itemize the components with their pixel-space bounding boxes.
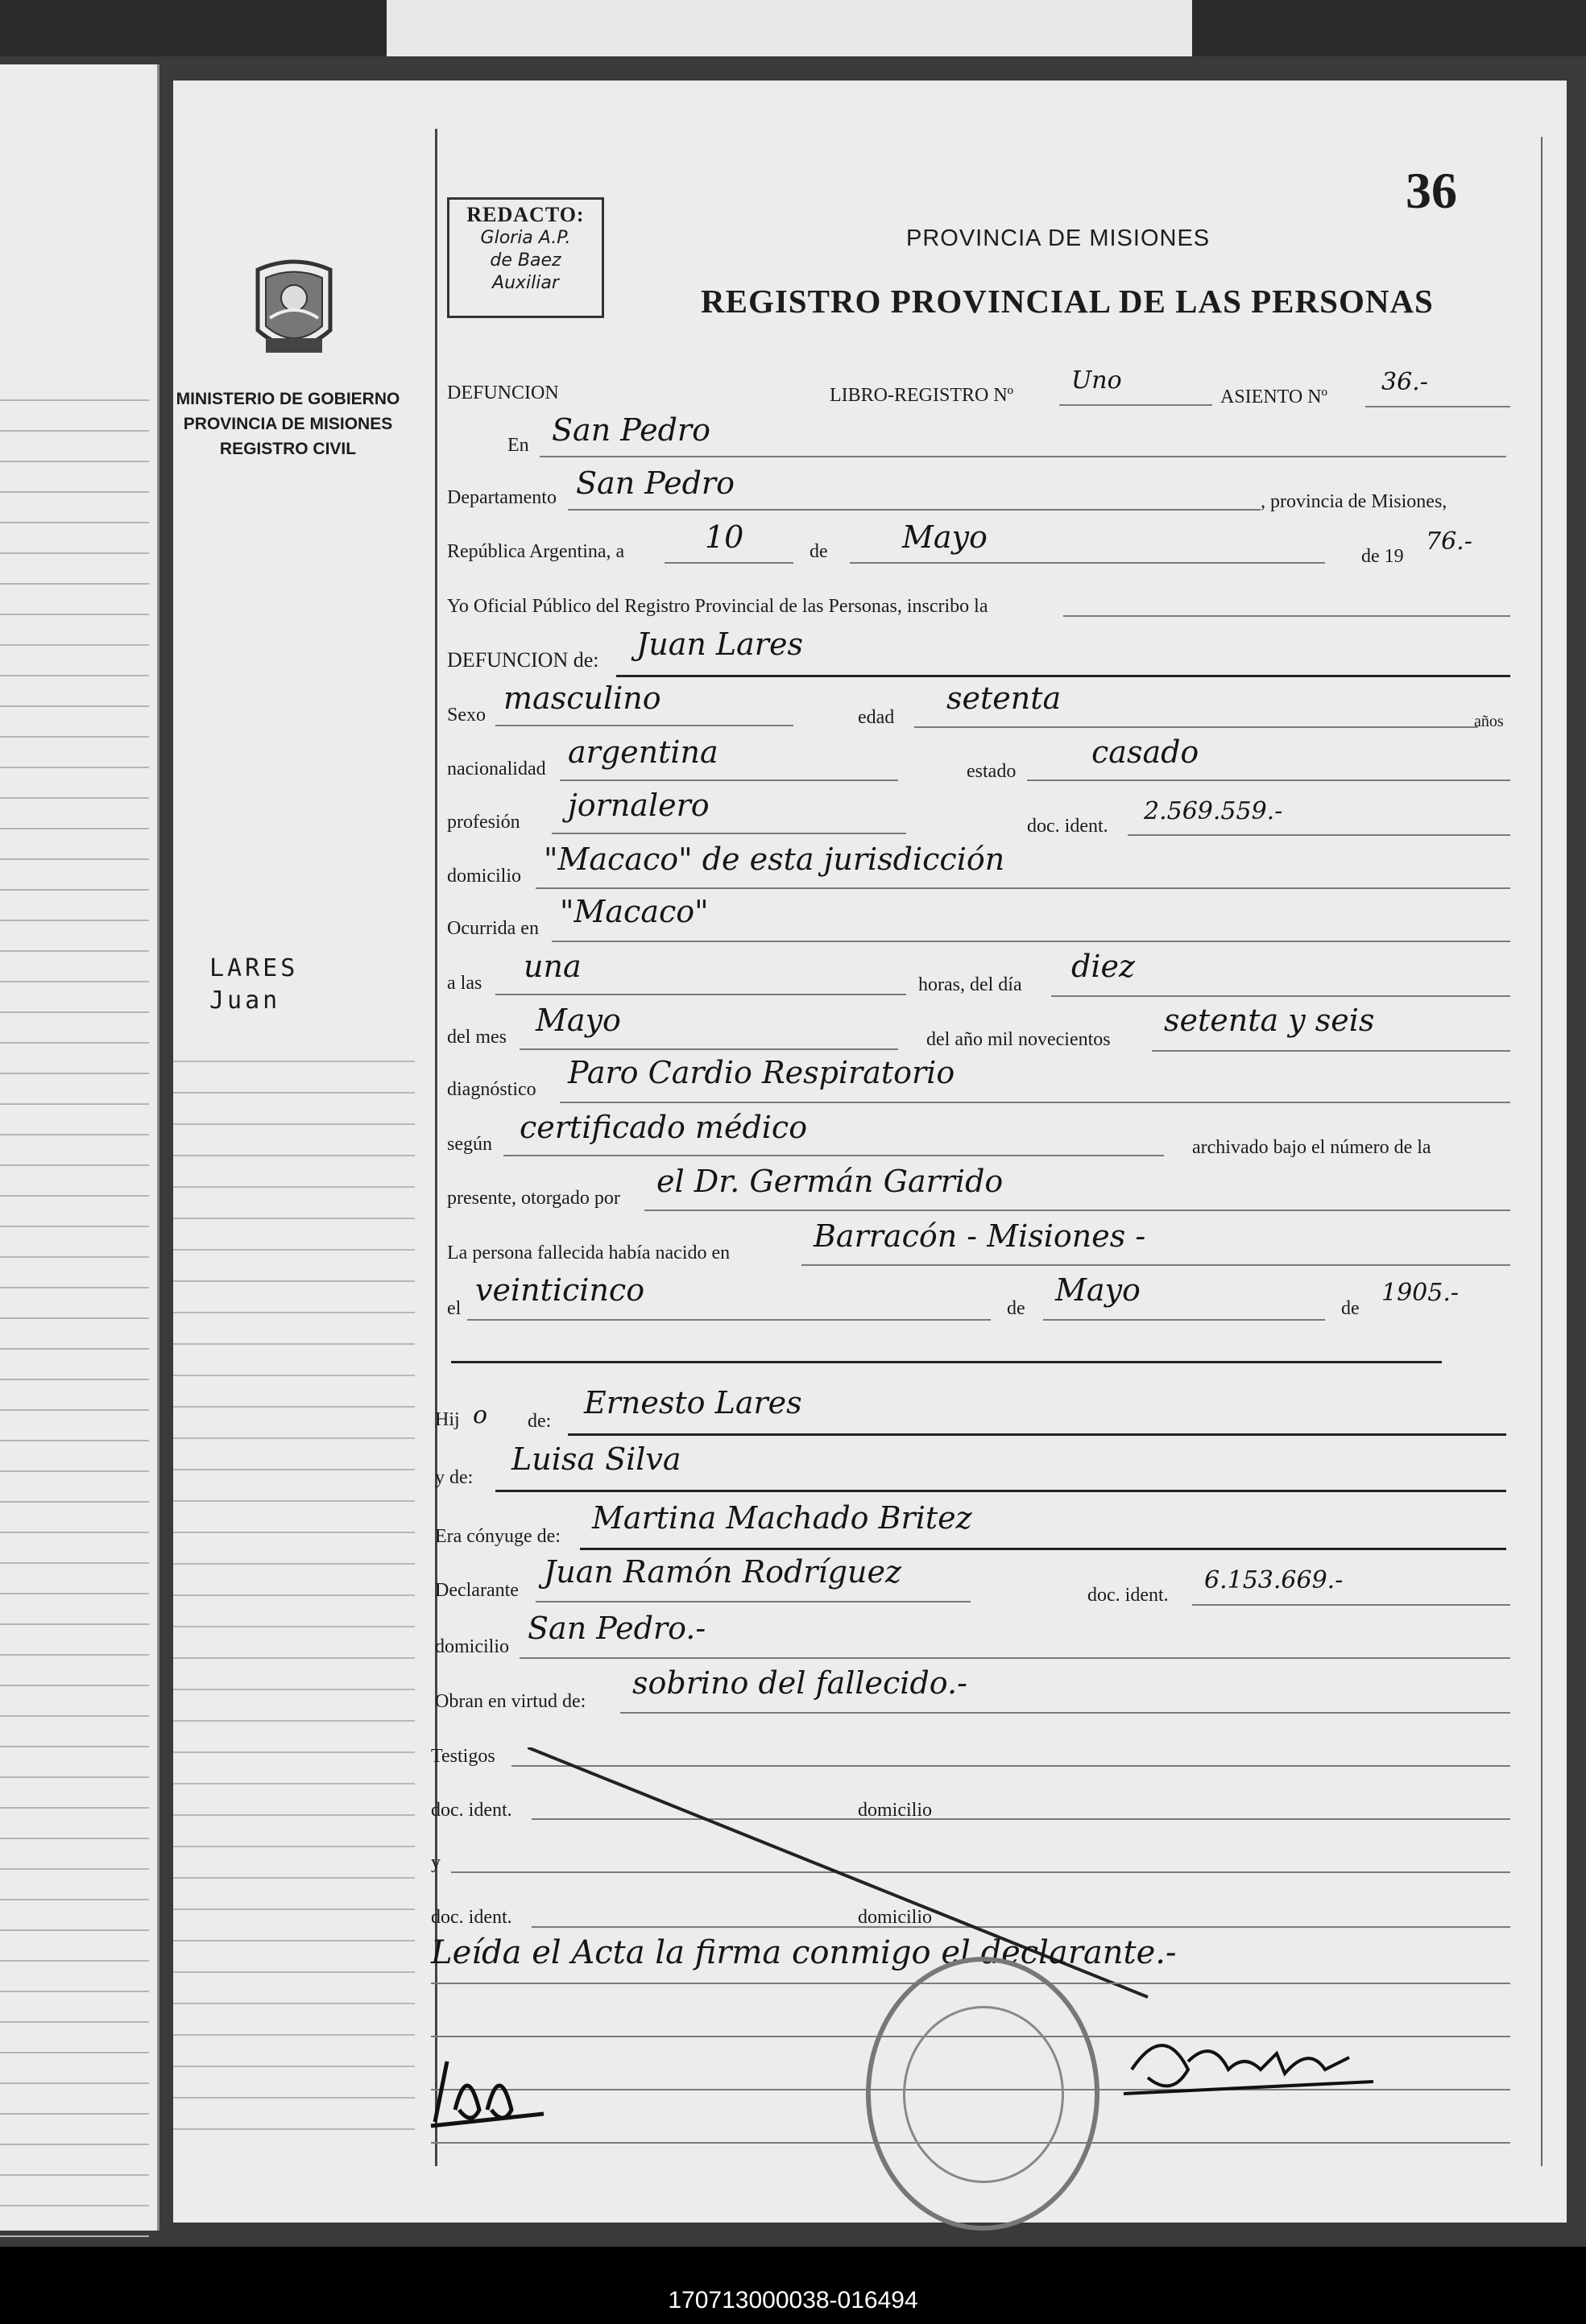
anio-value: 76.- bbox=[1426, 527, 1472, 556]
anio-texto: setenta y seis bbox=[1164, 1003, 1375, 1038]
archivado-label: archivado bajo el número de la bbox=[1192, 1137, 1431, 1158]
republica-label: República Argentina, a bbox=[447, 541, 625, 562]
closing-text: Leída el Acta la firma conmigo el declarante.- bbox=[431, 1934, 1177, 1971]
nac-dia: veinticinco bbox=[475, 1272, 645, 1308]
de19-label: de 19 bbox=[1361, 546, 1404, 567]
nacionalidad-line bbox=[560, 779, 898, 781]
separator-line bbox=[451, 1361, 1442, 1363]
declarante-name: Juan Ramón Rodríguez bbox=[544, 1554, 901, 1590]
anio-mil-label: del año mil novecientos bbox=[926, 1029, 1111, 1050]
diagnostico-label: diagnóstico bbox=[447, 1079, 536, 1100]
domicilio-label: domicilio bbox=[447, 866, 521, 887]
en-line bbox=[540, 456, 1506, 457]
profesion-value: jornalero bbox=[568, 788, 710, 823]
obran-line bbox=[620, 1712, 1510, 1714]
page-number: 36 bbox=[1406, 162, 1457, 219]
hora-value: una bbox=[524, 949, 582, 984]
domicilio-line bbox=[536, 887, 1510, 889]
edad-label: edad bbox=[858, 707, 895, 728]
estado-value: casado bbox=[1091, 734, 1199, 770]
padre-line bbox=[568, 1433, 1506, 1436]
madre-line bbox=[495, 1490, 1506, 1492]
ministry-line-1: MINISTERIO DE GOBIERNO bbox=[176, 390, 400, 408]
edad-line bbox=[914, 726, 1478, 728]
margin-lines bbox=[173, 1031, 415, 2158]
image-id-label: 170713000038-016494 bbox=[668, 2287, 918, 2314]
registry-title: REGISTRO PROVINCIAL DE LAS PERSONAS bbox=[701, 283, 1434, 320]
provincia-suffix: , provincia de Misiones, bbox=[1261, 491, 1447, 512]
redacto-title: REDACTO: bbox=[466, 203, 585, 226]
presente-label: presente, otorgado por bbox=[447, 1188, 620, 1209]
mes-line bbox=[850, 562, 1325, 564]
decl-domicilio-value: San Pedro.- bbox=[528, 1611, 706, 1646]
conyuge-label: Era cónyuge de: bbox=[435, 1526, 561, 1547]
madre-name: Luisa Silva bbox=[511, 1441, 681, 1477]
conyuge-line bbox=[580, 1548, 1506, 1550]
departamento-line bbox=[568, 509, 1261, 511]
nac-de-label: de bbox=[1007, 1298, 1025, 1319]
nac-mes-line bbox=[1043, 1319, 1325, 1321]
redacto-line-1: Gloria A.P. bbox=[480, 228, 571, 248]
de-label: de bbox=[810, 541, 828, 562]
hora-line bbox=[495, 994, 906, 995]
departamento-value: San Pedro bbox=[576, 465, 735, 501]
nacido-label: La persona fallecida había nacido en bbox=[447, 1243, 731, 1263]
province-heading: PROVINCIA DE MISIONES bbox=[906, 225, 1211, 251]
obran-value: sobrino del fallecido.- bbox=[632, 1665, 967, 1701]
sexo-label: Sexo bbox=[447, 705, 486, 726]
diagnostico-value: Paro Cardio Respiratorio bbox=[568, 1055, 955, 1090]
estado-line bbox=[1027, 779, 1510, 781]
provincial-crest-icon bbox=[242, 254, 346, 366]
register-page bbox=[173, 81, 1567, 2223]
profesion-label: profesión bbox=[447, 812, 520, 833]
hij-de-label: de: bbox=[528, 1411, 552, 1432]
libro-line bbox=[1059, 404, 1212, 406]
fallecido-name: Juan Lares bbox=[636, 626, 803, 662]
hij-label: Hij bbox=[435, 1409, 460, 1430]
dia-texto-line bbox=[1051, 995, 1510, 997]
nacido-line bbox=[801, 1264, 1510, 1266]
dia-texto: diez bbox=[1071, 949, 1135, 984]
ocurrida-label: Ocurrida en bbox=[447, 918, 539, 939]
ministry-heading bbox=[165, 387, 411, 461]
mes-texto-line bbox=[520, 1048, 898, 1050]
segun-label: según bbox=[447, 1134, 492, 1155]
nacionalidad-label: nacionalidad bbox=[447, 759, 546, 779]
defuncion-label: DEFUNCION bbox=[447, 383, 559, 403]
decl-doc-line bbox=[1192, 1604, 1510, 1606]
horas-label: horas, del día bbox=[918, 974, 1022, 995]
defuncion-de-label: DEFUNCION de: bbox=[447, 648, 599, 672]
profesion-line bbox=[552, 833, 906, 834]
defuncion-de-line bbox=[616, 675, 1510, 677]
nac-mes: Mayo bbox=[1055, 1272, 1141, 1308]
en-label: En bbox=[507, 435, 529, 456]
anos-label: años bbox=[1474, 713, 1504, 730]
anio-texto-line bbox=[1152, 1050, 1510, 1052]
decl-domicilio-line bbox=[520, 1657, 1510, 1659]
a-las-label: a las bbox=[447, 973, 482, 994]
asiento-value: 36.- bbox=[1381, 368, 1428, 396]
doc-line bbox=[1128, 834, 1510, 836]
presente-line bbox=[644, 1210, 1510, 1211]
segun-line bbox=[503, 1155, 1164, 1156]
redacto-line-3: Auxiliar bbox=[492, 273, 559, 293]
nac-anio: 1905.- bbox=[1381, 1279, 1460, 1307]
left-page bbox=[0, 64, 159, 2231]
segun-value: certificado médico bbox=[520, 1110, 808, 1145]
background-paper-edge bbox=[387, 0, 1192, 56]
asiento-label: ASIENTO Nº bbox=[1220, 387, 1327, 407]
nacionalidad-value: argentina bbox=[568, 734, 718, 770]
right-border bbox=[1541, 137, 1543, 2166]
doc-value: 2.569.559.- bbox=[1144, 797, 1283, 825]
en-value: San Pedro bbox=[552, 412, 710, 448]
doc-label: doc. ident. bbox=[1027, 816, 1108, 837]
dia-value: 10 bbox=[705, 519, 744, 555]
departamento-label: Departamento bbox=[447, 487, 557, 508]
testigo1-doc-label: doc. ident. bbox=[431, 1800, 512, 1821]
left-page-lines bbox=[0, 370, 149, 2287]
el-label: el bbox=[447, 1298, 462, 1319]
diagnostico-line bbox=[560, 1102, 1510, 1103]
y-label: y bbox=[431, 1852, 441, 1873]
libro-label: LIBRO-REGISTRO Nº bbox=[830, 385, 1014, 406]
declarant-signature-icon bbox=[423, 2045, 552, 2134]
official-signature-icon bbox=[1116, 2021, 1381, 2110]
obran-label: Obran en virtud de: bbox=[435, 1691, 586, 1712]
conyuge-name: Martina Machado Britez bbox=[592, 1500, 972, 1536]
ocurrida-line bbox=[552, 941, 1510, 942]
redacto-box bbox=[447, 197, 604, 318]
presente-value: el Dr. Germán Garrido bbox=[656, 1164, 1004, 1199]
asiento-line bbox=[1365, 406, 1510, 407]
declarante-label: Declarante bbox=[435, 1580, 519, 1601]
official-seal-icon bbox=[866, 1957, 1099, 2231]
del-mes-label: del mes bbox=[447, 1027, 507, 1048]
mes-value: Mayo bbox=[902, 519, 988, 555]
domicilio-value: "Macaco" de esta jurisdicción bbox=[544, 842, 1005, 877]
ministry-line-3: REGISTRO CIVIL bbox=[219, 440, 357, 458]
libro-value: Uno bbox=[1071, 366, 1122, 395]
decl-domicilio-label: domicilio bbox=[435, 1636, 509, 1657]
sexo-line bbox=[495, 725, 793, 726]
testigos-label: Testigos bbox=[431, 1746, 495, 1767]
nac-de2-label: de bbox=[1341, 1298, 1360, 1319]
decl-doc-value: 6.153.669.- bbox=[1204, 1566, 1344, 1594]
estado-label: estado bbox=[967, 761, 1017, 782]
hij-suffix: o bbox=[473, 1401, 488, 1429]
mes-texto: Mayo bbox=[536, 1003, 621, 1038]
nacido-value: Barracón - Misiones - bbox=[814, 1218, 1146, 1254]
margin-surname: LARES bbox=[209, 954, 299, 982]
seal-inner-ring bbox=[903, 2006, 1064, 2183]
nac-dia-line bbox=[467, 1319, 991, 1321]
ocurrida-value: "Macaco" bbox=[560, 894, 709, 929]
margin-given-name: Juan bbox=[209, 986, 281, 1015]
ministry-line-2: PROVINCIA DE MISIONES bbox=[183, 415, 393, 433]
dia-line bbox=[665, 562, 793, 564]
redacto-line-2: de Baez bbox=[490, 250, 561, 271]
testigo2-doc-label: doc. ident. bbox=[431, 1907, 512, 1928]
yo-oficial-line bbox=[1063, 615, 1510, 617]
testigo2-domicilio-label: domicilio bbox=[858, 1907, 932, 1928]
decl-doc-label: doc. ident. bbox=[1087, 1585, 1169, 1606]
edad-value: setenta bbox=[946, 680, 1062, 716]
y-de-label: y de: bbox=[435, 1467, 474, 1488]
sexo-value: masculino bbox=[503, 680, 661, 716]
declarante-line bbox=[536, 1601, 971, 1602]
testigo1-domicilio-label: domicilio bbox=[858, 1800, 932, 1821]
padre-name: Ernesto Lares bbox=[584, 1385, 802, 1420]
yo-oficial-text: Yo Oficial Público del Registro Provincial de las Personas, inscribo la bbox=[447, 596, 988, 617]
